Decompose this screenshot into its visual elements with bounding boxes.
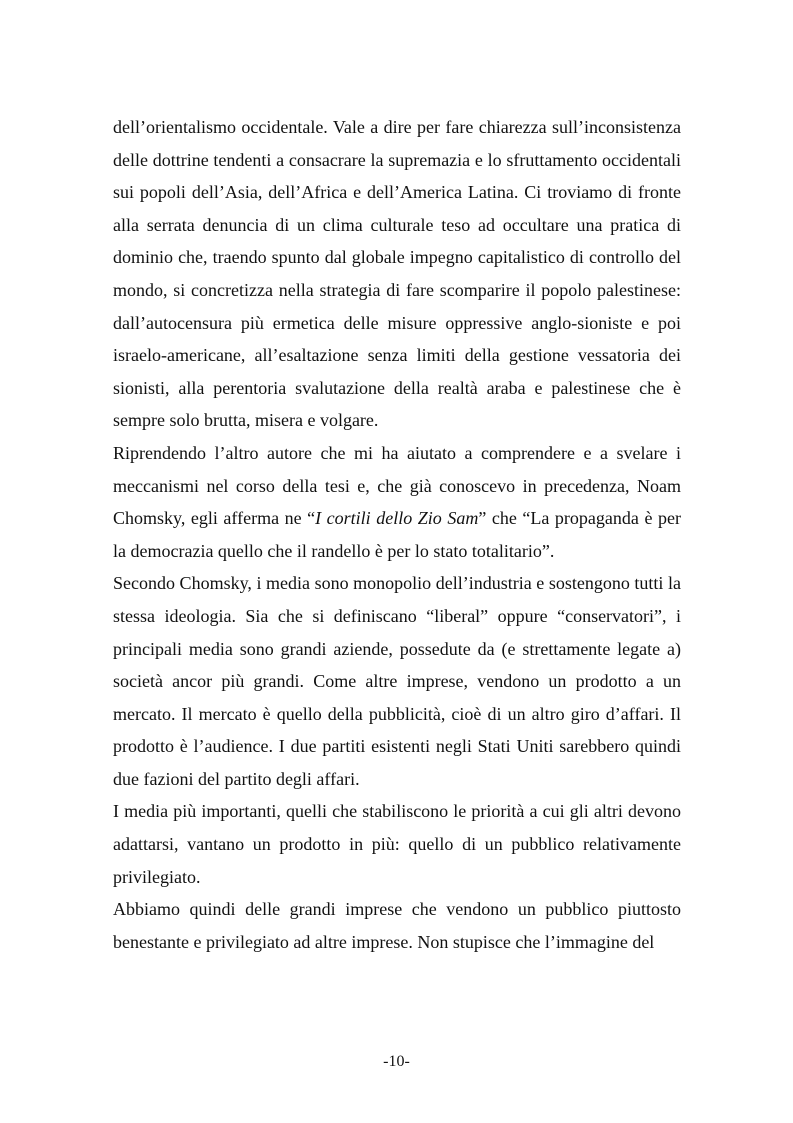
paragraph-5 <box>113 893 681 958</box>
paragraph-2 <box>113 437 681 567</box>
paragraph-1-text: dell’orientalismo occidentale. Vale a dire per fare chiarezza sull’inconsistenza delle dottrine tendenti a consacrare la supremazia e lo sfruttamento occidentali sui popoli dell’Asia, dell’Africa e dell’America Latina. Ci troviamo di fronte alla serrata denuncia di un clima culturale teso ad occultare una pratica di dominio che, traendo spunto dal globale impegno capitalistico di controllo del mondo, si concretizza nella strategia di fare scomparire il popolo palestinese: dall’autocensura più ermetica delle misure oppressive anglo-sioniste e poi israelo-americane, all’esaltazione senza limiti della gestione vessatoria dei sionisti, alla perentoria svalutazione della realtà araba e palestinese che è sempre solo brutta, misera e volgare. <box>113 117 681 431</box>
paragraph-3-text: Secondo Chomsky, i media sono monopolio dell’industria e sostengono tutti la stessa ideologia. Sia che si definiscano “liberal” oppure “conservatori”, i principali media sono grandi aziende, possedute da (e strettamente legate a) società ancor più grandi. Come altre imprese, vendono un prodotto a un mercato. Il mercato è quello della pubblicità, cioè di un altro giro d’affari. Il prodotto è l’audience. I due partiti esistenti negli Stati Uniti sarebbero quindi due fazioni del partito degli affari. <box>113 573 681 789</box>
paragraph-3 <box>113 567 681 795</box>
paragraph-5-text: Abbiamo quindi delle grandi imprese che vendono un pubblico piuttosto benestante e privilegiato ad altre imprese. Non stupisce che l’immagine del <box>113 899 681 952</box>
paragraph-2-text-a: Riprendendo l’altro autore che mi ha aiutato a comprendere e a svelare i meccanismi nel corso della tesi e, che già conoscevo in precedenza, Noam Chomsky, egli afferma ne “ <box>113 442 681 529</box>
paragraph-4 <box>113 795 681 893</box>
paragraph-1 <box>113 111 681 437</box>
paragraph-2-text-b: ” che “La propaganda è per la democrazia quello che il randello è per lo stato totalitario”. <box>113 508 681 561</box>
page-body <box>113 111 681 958</box>
page-number: -10- <box>383 1053 410 1070</box>
paragraph-4-text: I media più importanti, quelli che stabiliscono le priorità a cui gli altri devono adattarsi, vantano un prodotto in più: quello di un pubblico relativamente privilegiato. <box>113 801 681 887</box>
book-title-italic: I cortili dello Zio Sam <box>315 508 479 529</box>
